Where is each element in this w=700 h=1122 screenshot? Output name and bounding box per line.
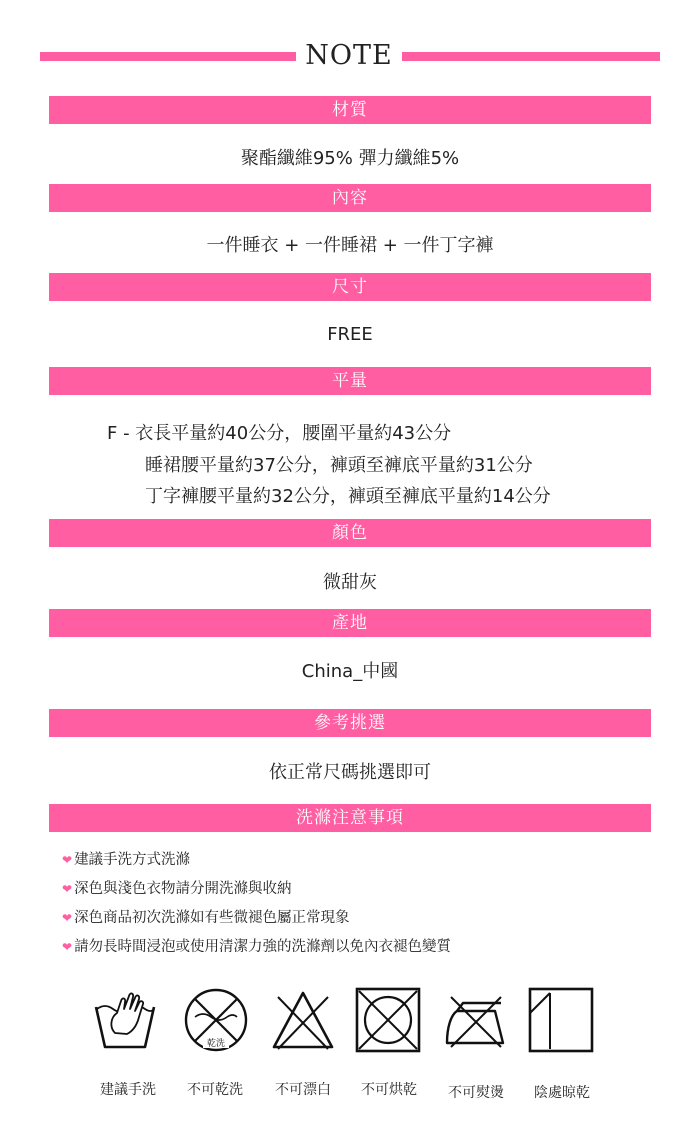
no-bleach-icon xyxy=(270,987,336,1053)
section-header-washing: 洗滌注意事項 xyxy=(49,804,651,832)
section-header-contents: 內容 xyxy=(49,184,651,212)
shade-dry-icon xyxy=(528,987,594,1053)
title-rule-right xyxy=(402,52,660,61)
section-header-size: 尺寸 xyxy=(49,273,651,301)
no-iron-icon xyxy=(443,987,509,1053)
no-dry-clean-icon xyxy=(183,987,249,1053)
washing-item: ❤ 深色商品初次洗滌如有些微褪色屬正常現象 xyxy=(62,910,350,926)
note-title-row xyxy=(40,42,660,72)
color-value: 微甜灰 xyxy=(323,572,377,593)
care-label-no-tumble-dry: 不可烘乾 xyxy=(361,1082,417,1098)
origin-value: China_中國 xyxy=(301,661,399,682)
section-header-color: 顏色 xyxy=(49,519,651,547)
care-label-hand-wash: 建議手洗 xyxy=(100,1082,156,1098)
dry-clean-text: 乾洗 xyxy=(206,1039,226,1049)
washing-item: ❤ 請勿長時間浸泡或使用清潔力強的洗滌劑以免內衣褪色變質 xyxy=(62,939,452,955)
section-header-material: 材質 xyxy=(49,96,651,124)
hand-wash-icon xyxy=(93,987,157,1053)
no-tumble-dry-icon xyxy=(355,987,421,1053)
washing-item: ❤ 深色與淺色衣物請分開洗滌與收納 xyxy=(62,881,292,897)
washing-item: ❤ 建議手洗方式洗滌 xyxy=(62,852,191,868)
measure-line-1: F - 衣長平量約40公分，腰圍平量約43公分 xyxy=(107,423,452,444)
heart-icon: ❤ xyxy=(62,853,73,867)
title-rule-left xyxy=(40,52,296,61)
care-label-no-bleach: 不可漂白 xyxy=(275,1082,331,1098)
measure-line-3: 丁字褲腰平量約32公分，褲頭至褲底平量約14公分 xyxy=(145,486,551,507)
care-label-shade-dry: 陰處晾乾 xyxy=(534,1085,590,1101)
heart-icon: ❤ xyxy=(62,911,73,925)
reference-value: 依正常尺碼挑選即可 xyxy=(269,762,431,783)
material-value: 聚酯纖維95% 彈力纖維5% xyxy=(240,148,460,169)
care-label-no-iron: 不可熨燙 xyxy=(448,1085,504,1101)
heart-icon: ❤ xyxy=(62,940,73,954)
page-title: NOTE xyxy=(305,40,393,71)
measure-line-2: 睡裙腰平量約37公分，褲頭至褲底平量約31公分 xyxy=(145,455,533,476)
section-header-origin: 產地 xyxy=(49,609,651,637)
washing-list xyxy=(62,848,451,964)
section-header-measure: 平量 xyxy=(49,367,651,395)
heart-icon: ❤ xyxy=(62,882,73,896)
contents-value: 一件睡衣 + 一件睡裙 + 一件丁字褲 xyxy=(206,235,494,256)
section-header-reference: 參考挑選 xyxy=(49,709,651,737)
care-label-no-dry-clean: 不可乾洗 xyxy=(187,1082,243,1098)
size-value: FREE xyxy=(327,324,373,345)
